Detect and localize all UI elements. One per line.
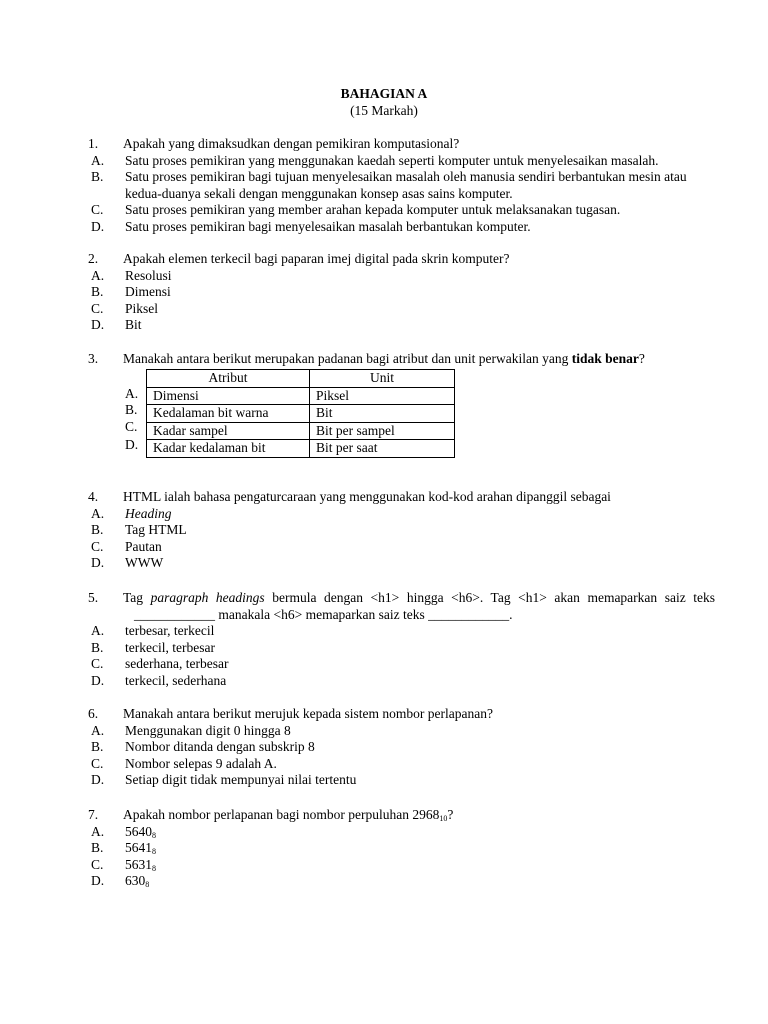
option-a[interactable] [88,268,718,285]
option-letter[interactable]: D. [125,437,139,452]
question-5 [88,590,718,690]
option-b[interactable] [88,284,718,301]
option-d[interactable] [88,317,718,334]
option-text: terkecil, terbesar [125,639,215,655]
option-letter: D. [91,555,105,571]
table-cell-attribute: Kadar kedalaman bit [147,440,310,458]
question-stem: HTML ialah bahasa pengaturcaraan yang menggunakan kod-kod arahan dipanggil sebagai [123,489,611,504]
option-d[interactable] [88,219,718,236]
option-text: Satu proses pemikiran bagi menyelesaikan masalah berbantukan komputer. [125,218,531,234]
option-letter: A. [91,823,105,839]
option-letter: B. [91,840,104,856]
option-b[interactable] [88,169,718,202]
question-7 [88,807,718,890]
table-cell-unit: Bit per saat [310,440,455,458]
option-text: Piksel [125,300,159,316]
option-c[interactable] [88,301,718,318]
option-text: terbesar, terkecil [125,623,215,639]
table-cell-attribute: Kedalaman bit warna [147,405,310,423]
table-row [147,387,455,405]
question-stem-line2: ____________ manakala <h6> memaparkan saiz teks ____________. [134,606,513,622]
option-text: Nombor selepas 9 adalah A. [125,755,277,771]
table-cell-unit: Bit per sampel [310,422,455,440]
question-number: 2. [88,251,99,266]
option-d[interactable] [88,555,718,572]
option-d[interactable] [88,772,718,789]
option-text: Dimensi [125,284,171,300]
question-stem: Apakah yang dimaksudkan dengan pemikiran komputasional? [123,136,460,151]
option-letter: B. [91,739,104,755]
option-letter[interactable]: B. [125,402,138,417]
option-letter: B. [91,169,104,185]
option-letter: D. [91,317,105,333]
option-b[interactable] [88,522,718,539]
question-number: 6. [88,706,99,721]
base-subscript: 8 [152,847,156,857]
option-a[interactable] [88,506,718,523]
question-stem: Apakah elemen terkecil bagi paparan imej digital pada skrin komputer? [123,251,510,266]
option-b[interactable] [88,739,718,756]
question-number: 1. [88,136,99,151]
table-cell-attribute: Dimensi [147,387,310,405]
option-c[interactable] [88,756,718,773]
option-letter: A. [91,623,105,639]
option-text: $630_8$ [125,873,150,890]
question-6 [88,706,718,789]
option-text: WWW [125,555,164,571]
option-text: Setiap digit tidak mempunyai nilai tertentu [125,772,357,788]
table-row [147,405,455,423]
option-letter[interactable]: A. [125,386,139,401]
option-letter: B. [91,284,104,300]
option-letter: A. [91,505,105,521]
option-letter: A. [91,267,105,283]
option-b[interactable] [88,840,718,857]
option-letter: C. [91,538,104,554]
table-row [147,440,455,458]
option-c[interactable] [88,857,718,874]
base-subscript: 8 [145,880,150,890]
question-number: 5. [88,590,99,605]
option-text: Tag HTML [125,522,187,538]
option-text: Satu proses pemikiran yang member arahan kepada komputer untuk melaksanakan tugasan. [125,202,621,218]
question-stem: Manakah antara berikut merujuk kepada sistem nombor perlapanan? [123,706,493,721]
option-text: Pautan [125,538,162,554]
option-text: terkecil, sederhana [125,672,227,688]
table-cell-attribute: Kadar sampel [147,422,310,440]
column-header-attribute: Atribut [147,370,310,388]
question-1 [88,136,718,236]
option-text: Heading [125,505,172,521]
option-letter: B. [91,639,104,655]
question-number: 3. [88,351,99,366]
option-text: $5631_8$ [125,856,156,873]
option-d[interactable] [88,673,718,690]
question-2 [88,251,718,334]
option-letter: C. [91,300,104,316]
option-letter: C. [91,202,104,218]
column-header-unit: Unit [310,370,455,388]
attribute-unit-table [146,369,455,458]
option-text: Satu proses pemikiran yang menggunakan kaedah seperti komputer untuk menyelesaikan masalah. [125,152,659,168]
table-cell-unit: Piksel [310,387,455,405]
question-number: 7. [88,807,99,822]
option-text: $5641_8$ [125,840,156,857]
option-d[interactable] [88,873,718,890]
option-c[interactable] [88,539,718,556]
option-text: Resolusi [125,267,172,283]
option-b[interactable] [88,640,718,657]
question-stem: Manakah antara berikut merupakan padanan bagi atribut dan unit perwakilan yang tidak benar? [123,351,645,366]
base-subscript: 10 [439,814,448,823]
table-row [147,422,455,440]
option-letter: C. [91,755,104,771]
base-subscript: 8 [152,863,156,873]
table-cell-unit: Bit [310,405,455,423]
option-a[interactable] [88,623,718,640]
base-subscript: 8 [152,830,156,840]
option-letter: D. [91,873,105,889]
section-title: BAHAGIAN A [340,86,428,101]
question-number: 4. [88,489,99,504]
option-letter: C. [91,656,104,672]
option-letter: D. [91,672,105,688]
option-c[interactable] [88,202,718,219]
question-stem: Tag paragraph headings bermula dengan <h1> hingga <h6>. Tag <h1> akan memaparkan saiz teks [123,590,716,605]
option-text: Bit [125,317,142,333]
option-text: Nombor ditanda dengan subskrip 8 [125,739,315,755]
question-3 [88,351,718,368]
stem-emphasis: tidak benar [571,351,639,366]
question-stem: Apakah nombor perlapanan bagi nombor perpuluhan $2968_{10}$? [123,807,454,823]
option-text: Menggunakan digit 0 hingga 8 [125,722,291,738]
option-letter: A. [91,152,105,168]
option-a[interactable] [88,723,718,740]
option-letter: D. [91,772,105,788]
question-4 [88,489,718,572]
option-letter: B. [91,522,104,538]
option-letter: C. [91,856,104,872]
option-a[interactable] [88,153,718,170]
option-c[interactable] [88,656,718,673]
option-text: Satu proses pemikiran bagi tujuan menyelesaikan masalah oleh manusia sendiri berbantukan mesin atau kedua-duanya sekali dengan menggunakan konsep asas sains komputer. [125,169,687,201]
option-letter[interactable]: C. [125,419,138,434]
section-marks: (15 Markah) [350,103,418,118]
option-a[interactable] [88,824,718,841]
option-text: sederhana, terbesar [125,656,229,672]
table-header-row [147,370,455,388]
option-letter: A. [91,722,105,738]
option-letter: D. [91,218,105,234]
option-text: $5640_8$ [125,823,156,840]
stem-italic: paragraph headings [150,590,265,605]
